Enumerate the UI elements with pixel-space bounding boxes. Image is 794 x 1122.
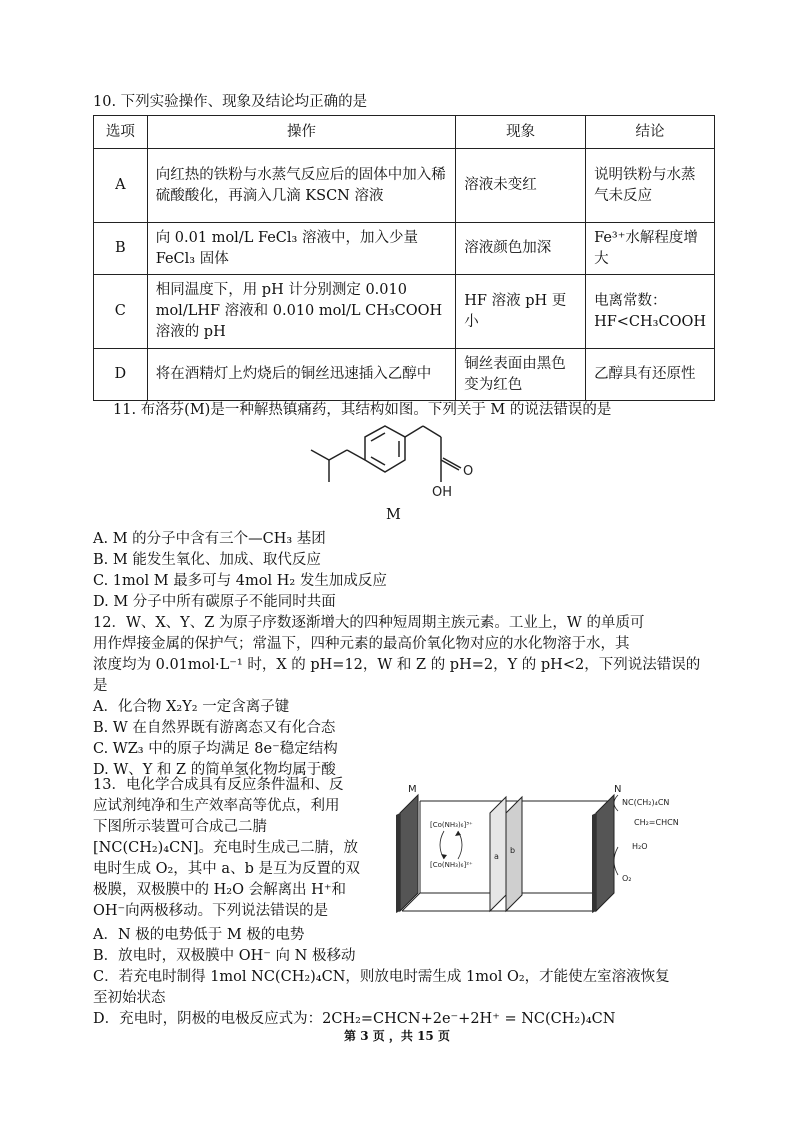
row-phenomenon: 铜丝表面由黑色变为红色 [456,349,586,401]
electrode-m-label: M [408,784,417,795]
header-option: 选项 [94,116,148,149]
row-operation: 相同温度下，用 pH 计分别测定 0.010 mol/LHF 溶液和 0.010 mol/L CH₃COOH 溶液的 pH [147,275,456,349]
row-option: D [94,349,148,401]
row-phenomenon: 溶液颜色加深 [456,223,586,275]
structure-label: M [386,507,401,523]
hydroxyl-label: OH [432,485,453,500]
reactant-label: CH₂=CHCN [634,818,679,827]
q13-stem-line: 下图所示装置可合成己二腈 [93,819,267,835]
table-row [94,275,715,349]
electrode-n-label: N [614,784,622,795]
electrode-m [400,795,418,911]
row-phenomenon: HF 溶液 pH 更小 [456,275,586,349]
row-conclusion: 乙醇具有还原性 [586,349,715,401]
q13-stem [93,775,383,922]
q12-stem-line-3: 浓度均为 0.01mol·L⁻¹ 时，X 的 pH=12，W 和 Z 的 pH=2，Y 的 pH<2，下列说法错误的 [93,657,701,673]
table-row [94,223,715,275]
table-row [94,149,715,223]
q11-option-c: C. 1mol M 最多可与 4mol H₂ 发生加成反应 [93,573,387,589]
q12-stem-line-1: 12．W、X、Y、Z 为原子序数逐渐增大的四种短周期主族元素。工业上，W 的单质可 [93,615,645,631]
q12-option-b: B. W 在自然界既有游离态又有化合态 [93,720,336,736]
row-option: C [94,275,148,349]
q13-stem-line: 电时生成 O₂，其中 a、b 是互为反置的双 [93,861,360,877]
q11-option-a: A. M 的分子中含有三个—CH₃ 基团 [93,531,326,547]
cobalt-ion-2plus: [Co(NH₃)₆]²⁺ [430,861,473,869]
q13-stem-line: [NC(CH₂)₄CN]。充电时生成己二腈，放 [93,840,359,856]
cobalt-ion-3plus: [Co(NH₃)₆]³⁺ [430,821,473,829]
q12-stem-line-2: 用作焊接金属的保护气；常温下，四种元素的最高价氧化物对应的水化物溶于水，其 [93,636,630,652]
q13-option-a: A．N 极的电势低于 M 极的电势 [93,927,305,943]
q13-stem-line: 13．电化学合成具有反应条件温和、反 [93,777,344,793]
row-operation: 向红热的铁粉与水蒸气反应后的固体中加入稀硫酸酸化，再滴入几滴 KSCN 溶液 [147,149,456,223]
carbonyl-o-label: O [463,464,474,479]
q10-table [93,115,715,401]
electrochemical-cell-figure [396,783,716,913]
membrane-a-label: a [494,852,499,861]
q13-option-c-cont: 至初始状态 [93,990,166,1006]
q13-option-b: B．放电时，双极膜中 OH⁻ 向 N 极移动 [93,948,356,964]
q12-option-c: C. WZ₃ 中的原子均满足 8e⁻稳定结构 [93,741,338,757]
header-phenomenon: 现象 [456,116,586,149]
row-operation: 将在酒精灯上灼烧后的铜丝迅速插入乙醇中 [147,349,456,401]
row-conclusion: Fe³⁺水解程度增大 [586,223,715,275]
table-row [94,349,715,401]
row-option: B [94,223,148,275]
row-option: A [94,149,148,223]
q12-option-a: A．化合物 X₂Y₂ 一定含离子键 [93,699,290,715]
product-label: NC(CH₂)₄CN [622,798,670,807]
q13-stem-line: 极膜，双极膜中的 H₂O 会解离出 H⁺和 [93,882,346,898]
header-conclusion: 结论 [586,116,715,149]
q12-option-d: D. W、Y 和 Z 的简单氢化物均属于酸 [93,762,336,778]
q12-stem-line-4: 是 [93,678,108,694]
water-label: H₂O [632,842,648,851]
q13-stem-line: 应试剂纯净和生产效率高等优点，利用 [93,798,340,814]
membrane-b-label: b [510,846,516,855]
row-phenomenon: 溶液未变红 [456,149,586,223]
row-operation: 向 0.01 mol/L FeCl₃ 溶液中，加入少量 FeCl₃ 固体 [147,223,456,275]
q13-option-d: D．充电时，阴极的电极反应式为：2CH₂=CHCN+2e⁻+2H⁺ = NC(CH₂)₄CN [93,1011,616,1027]
q11-option-b: B. M 能发生氧化、加成、取代反应 [93,552,321,568]
q13-stem-line: OH⁻向两极移动。下列说法错误的是 [93,903,329,919]
q13-option-c: C．若充电时制得 1mol NC(CH₂)₄CN，则放电时需生成 1mol O₂，才能使左室溶液恢复 [93,969,670,985]
row-conclusion: 说明铁粉与水蒸气未反应 [586,149,715,223]
q11-option-d: D. M 分子中所有碳原子不能同时共面 [93,594,336,610]
q10-stem: 10. 下列实验操作、现象及结论均正确的是 [93,94,368,110]
header-operation: 操作 [147,116,456,149]
q11-stem: 11. 布洛芬(M)是一种解热镇痛药，其结构如图。下列关于 M 的说法错误的是 [113,402,612,418]
table-header-row [94,116,715,149]
electrode-n [596,795,614,911]
row-conclusion: 电离常数：HF<CH₃COOH [586,275,715,349]
page-footer: 第 3 页 ，共 15 页 [344,1029,450,1043]
oxygen-label: O₂ [622,874,632,883]
